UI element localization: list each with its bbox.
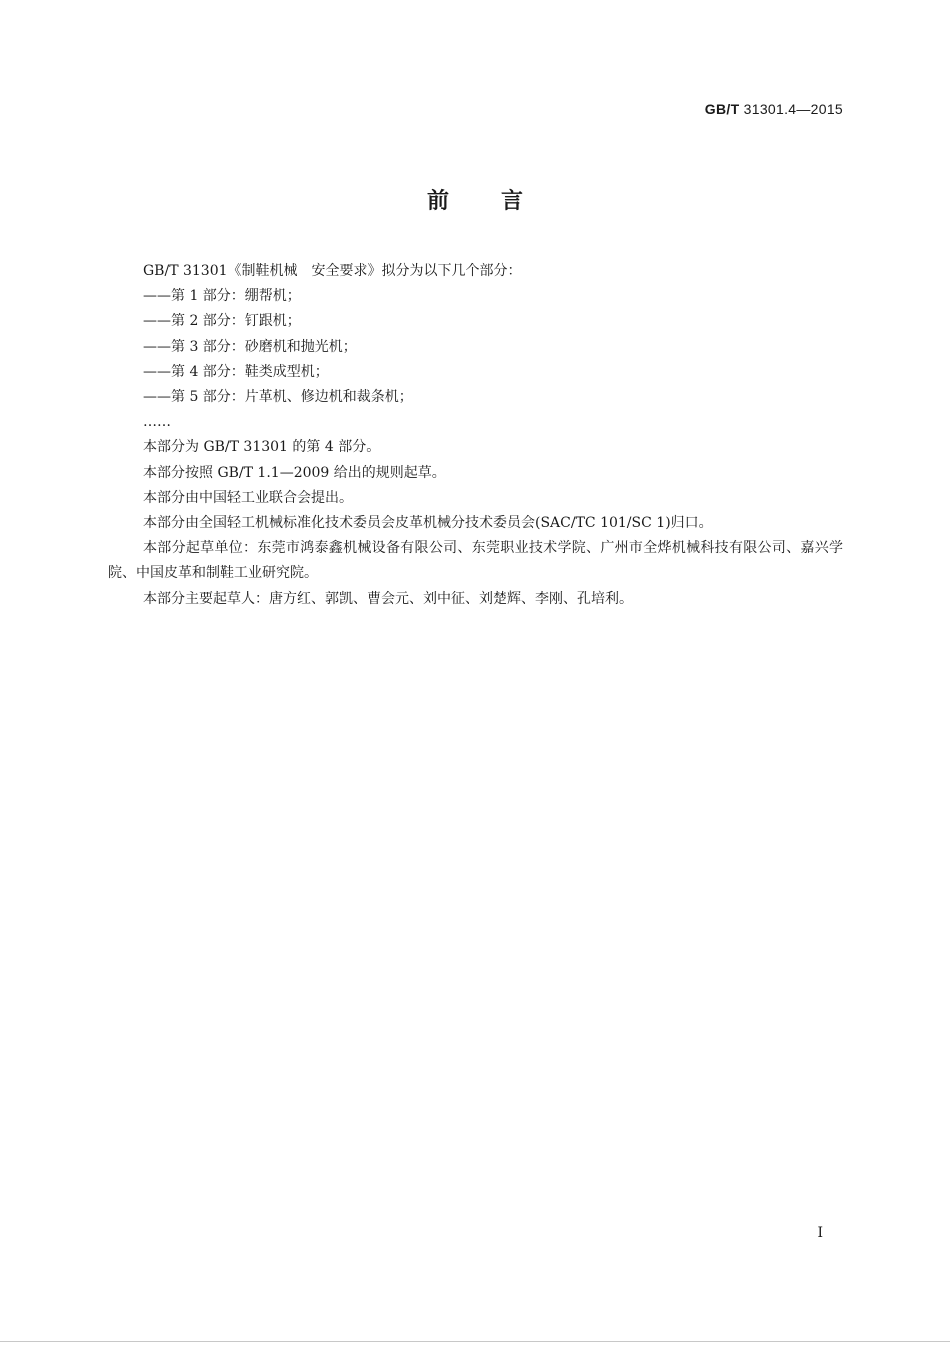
body-paragraph: 本部分由中国轻工业联合会提出。 xyxy=(143,489,353,506)
standard-number: 31301.4—2015 xyxy=(739,101,843,117)
body-paragraph: 本部分由全国轻工机械标准化技术委员会皮革机械分技术委员会(SAC/TC 101/SC 1)归口。 xyxy=(143,515,713,532)
page-title: 前言 xyxy=(426,189,575,214)
body-paragraph: 本部分按照 GB/T 1.1—2009 给出的规则起草。 xyxy=(143,464,446,481)
page-number: I xyxy=(817,1225,823,1241)
foreword-body xyxy=(108,259,843,612)
intro-paragraph: GB/T 31301《制鞋机械 安全要求》拟分为以下几个部分： xyxy=(143,263,522,279)
body-paragraph: 本部分主要起草人：唐方红、郭凯、曹会元、刘中征、刘楚辉、李刚、孔培利。 xyxy=(143,590,633,607)
part-list-item: ——第 4 部分：鞋类成型机； xyxy=(143,363,329,380)
part-list-item: ——第 5 部分：片革机、修边机和裁条机； xyxy=(143,389,413,406)
part-list-item: ——第 1 部分：绷帮机； xyxy=(143,288,301,305)
part-list-item: ——第 2 部分：钉跟机； xyxy=(143,313,301,330)
part-list-ellipsis: …… xyxy=(143,414,171,431)
page-bottom-edge xyxy=(0,1341,950,1342)
part-list-item: ——第 3 部分：砂磨机和抛光机； xyxy=(143,338,357,355)
body-paragraph: 本部分为 GB/T 31301 的第 4 部分。 xyxy=(143,439,381,456)
standard-prefix: GB/T xyxy=(704,101,740,117)
standard-code xyxy=(705,101,843,117)
body-paragraph: 本部分起草单位：东莞市鸿泰鑫机械设备有限公司、东莞职业技术学院、广州市全烨机械科技有限公司、嘉兴学院、中国皮革和制鞋工业研究院。 xyxy=(108,540,843,582)
